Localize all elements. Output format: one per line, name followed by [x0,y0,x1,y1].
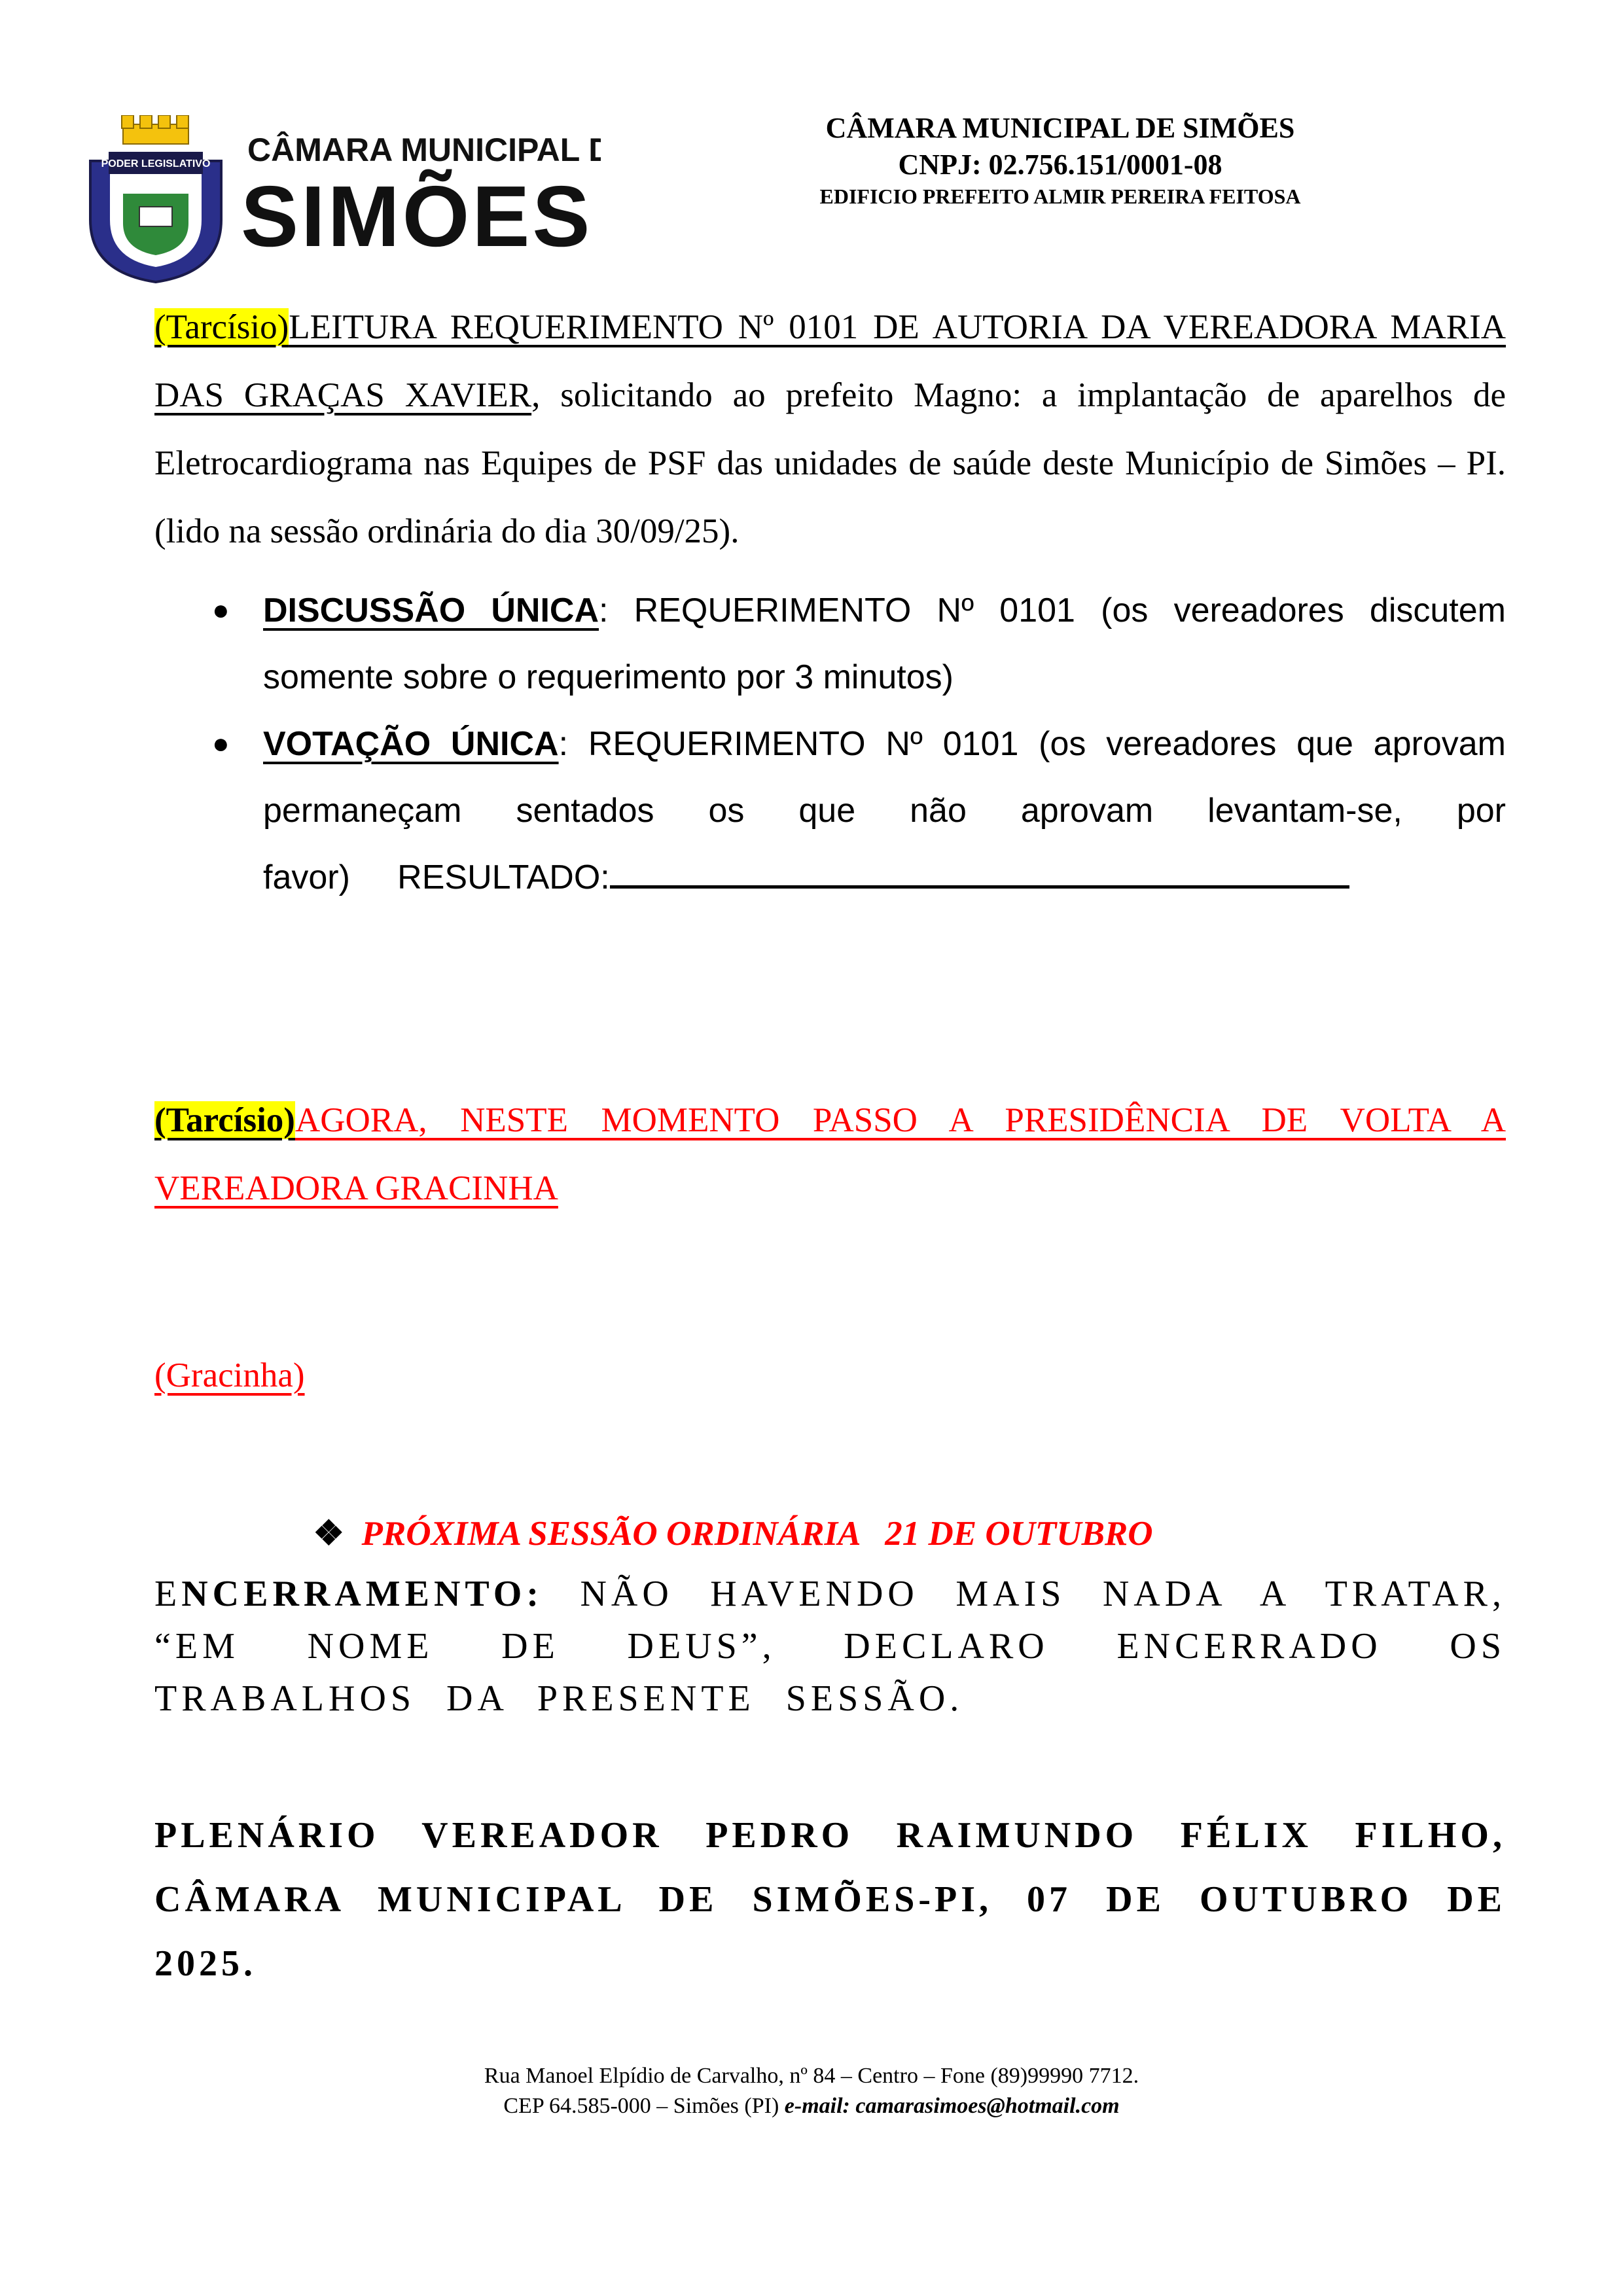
result-label: RESULTADO: [397,858,610,896]
voting-text: : REQUERIMENTO Nº 0101 (os vereadores que aprovam permaneçam sentados os que não aprovam levantam-se, por favor) [263,725,1506,896]
requerimento-paragraph [154,293,1506,565]
bullet-icon: ● [212,728,230,760]
result-blank-line [610,855,1349,889]
next-session [296,1432,1474,1568]
closing-paragraph [154,1568,1506,1725]
plenary-signature: PLENÁRIO VEREADOR PEDRO RAIMUNDO FÉLIX FILHO, CÂMARA MUNICIPAL DE SIMÕES-PI, 07 DE OUTUBRO DE 2025. [154,1815,1506,1984]
institution-cnpj: CNPJ: 02.756.151/0001-08 [898,149,1222,181]
voting-label: VOTAÇÃO ÚNICA [263,725,559,763]
institution-title: CÂMARA MUNICIPAL DE SIMÕES [825,112,1295,144]
svg-text:PODER LEGISLATIVO: PODER LEGISLATIVO [101,158,211,169]
speaker-tag: (Tarcísio) [154,1101,295,1139]
coat-of-arms-icon [84,115,601,285]
bullet-icon: ● [212,594,230,626]
footer-contact [288,2091,1335,2121]
presidency-text: AGORA, NESTE MOMENTO PASSO A PRESIDÊNCIA DE VOLTA A VEREADORA GRACINHA [154,1101,1506,1207]
footer-email: e-mail: camarasimoes@hotmail.com [784,2094,1120,2118]
presidency-paragraph [154,1086,1506,1222]
next-session-text: PRÓXIMA SESSÃO ORDINÁRIA 21 DE OUTUBRO [361,1515,1153,1553]
speaker-tag: (Gracinha) [154,1356,305,1394]
speaker-tag: (Tarcísio) [154,308,289,346]
footer-cep: CEP 64.585-000 – Simões (PI) [503,2094,785,2118]
logo-small-text: CÂMARA MUNICIPAL DE [247,132,601,168]
requerimento-body: , solicitando ao prefeito Magno: a implantação de aparelhos de Eletrocardiograma nas Equipes de PSF das unidades de saúde deste Município de Simões – PI. (lido na sessão ordinária do dia 30/09/25). [154,376,1506,550]
voting-list [209,577,1506,911]
discussion-label: DISCUSSÃO ÚNICA [263,592,599,629]
closing-label: NCERRAMENTO: [181,1574,543,1614]
footer-address: Rua Manoel Elpídio de Carvalho, nº 84 – Centro – Fone (89)99990 7712. [484,2064,1139,2088]
closing-text: NÃO HAVENDO MAIS NADA A TRATAR, “EM NOME DE DEUS”, DECLARO ENCERRADO OS TRABALHOS DA PRESENTE SESSÃO. [154,1574,1506,1719]
camara-logo [84,115,601,285]
gracinha-speaker [154,1341,1506,1409]
logo-big-text: SIMÕES [241,168,593,264]
discussion-text: : REQUERIMENTO Nº 0101 (os vereadores discutem somente sobre o requerimento por 3 minutos) [263,592,1506,696]
institution-building: EDIFICIO PREFEITO ALMIR PEREIRA FEITOSA [819,185,1301,208]
page-footer [288,2061,1335,2121]
closing-prefix: E [154,1574,182,1614]
requerimento-title: LEITURA REQUERIMENTO Nº 0101 DE AUTORIA DA VEREADORA MARIA DAS GRAÇAS XAVIER [154,308,1506,414]
diamond-bullet-icon: ❖ [313,1515,345,1553]
list-item [209,577,1506,711]
list-item [209,711,1506,911]
